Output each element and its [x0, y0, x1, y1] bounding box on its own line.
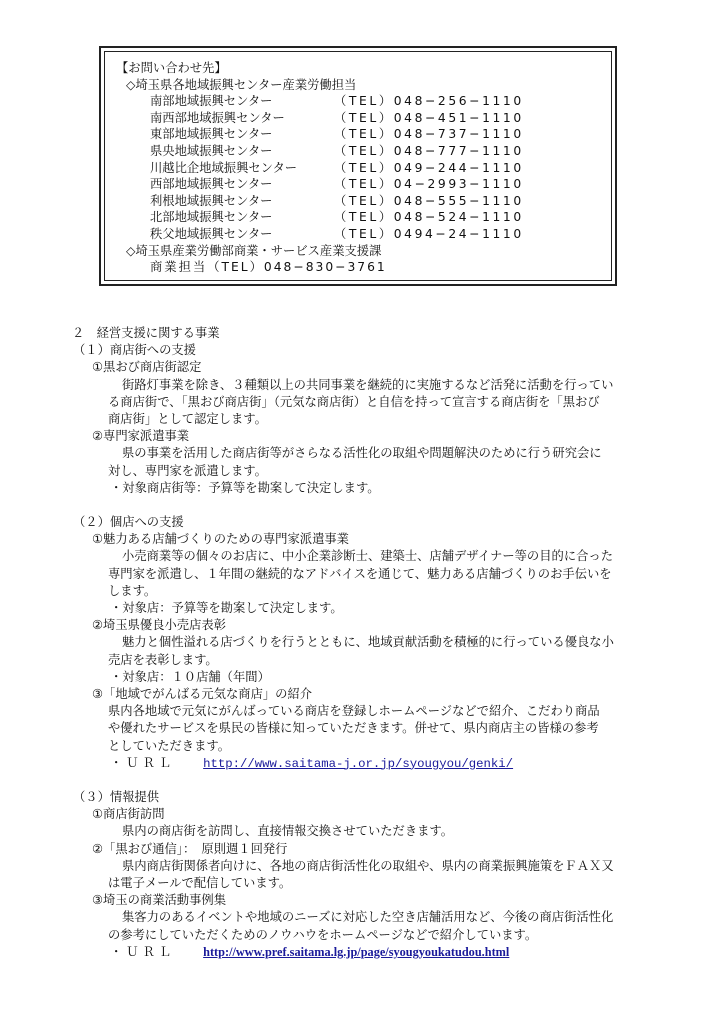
center-name: 西部地域振興センター — [150, 177, 273, 192]
center-name: 南西部地域振興センター — [150, 110, 285, 125]
spacer — [72, 497, 672, 514]
section-title: ２ 経営支援に関する事業 — [72, 326, 220, 340]
item-text-line: 県内の商店街を訪問し、直接情報交換させていただきます。 — [122, 824, 454, 839]
commerce-contact-tel: 商業担当（TEL）048−830−3761 — [150, 260, 387, 275]
item-title: ②埼玉県優良小売店表彰 — [92, 618, 226, 633]
center-name: 川越比企地域振興センター — [150, 160, 298, 175]
item-title: ①黒おび商店街認定 — [92, 360, 202, 375]
item-text-line: 売店を表彰します。 — [108, 652, 218, 667]
center-row — [116, 209, 610, 226]
item-text-line: 集客力のあるイベントや地域のニーズに対応した空き店舗活用など、今後の商店街活性化 — [122, 910, 614, 925]
item-text-line: の参考にしていただくためのノウハウをホームページなどで紹介しています。 — [108, 927, 538, 942]
center-row — [116, 226, 610, 243]
center-row — [116, 93, 610, 110]
center-tel: （TEL）048−737−1110 — [334, 127, 524, 142]
url-label: ・ＵＲＬ — [110, 755, 176, 770]
center-row — [116, 110, 610, 127]
center-row — [116, 193, 610, 210]
center-tel: （TEL）049−244−1110 — [334, 160, 524, 175]
subsection-title: （２）個店への支援 — [73, 515, 184, 530]
document-body — [72, 325, 672, 961]
center-name: 利根地域振興センター — [150, 193, 273, 208]
item-text-line: は電子メールで配信しています。 — [108, 876, 292, 890]
item-text-line: 魅力と個性溢れる店づくりを行うとともに、地域貢献活動を積極的に行っている優良な小 — [122, 635, 614, 650]
center-tel: （TEL）0494−24−1110 — [334, 226, 524, 241]
item-text-line: 小売商業等の個々のお店に、中小企業診断士、建築士、店舗デザイナー等の目的に合った — [122, 549, 614, 564]
center-tel: （TEL）048−451−1110 — [334, 110, 524, 125]
item-title: ①商店街訪問 — [92, 807, 165, 822]
item-text-line: 商店街」として認定します。 — [108, 411, 267, 426]
support-division-title: ◇埼玉県産業労働部商業・サービス産業支援課 — [126, 243, 382, 258]
item-target: ・対象店：予算等を勘案して決定します。 — [110, 601, 343, 615]
item-title: ②「黒おび通信」： 原則週１回発行 — [92, 841, 288, 856]
item-target: ・対象店：１０店舗（年間） — [110, 669, 270, 684]
url-label: ・ＵＲＬ — [110, 944, 176, 959]
center-name: 南部地域振興センター — [150, 94, 273, 109]
item-title: ③「地域でがんばる元気な商店」の紹介 — [92, 686, 313, 701]
item-text-line: 専門家を派遣し、１年間の継続的なアドバイスを通じて、魅力ある店舗づくりのお手伝いを — [108, 566, 612, 581]
center-tel: （TEL）048−555−1110 — [334, 193, 524, 208]
item-target: ・対象商店街等：予算等を勘案して決定します。 — [110, 480, 380, 495]
item-text-line: します。 — [108, 583, 157, 598]
item-title: ③埼玉の商業活動事例集 — [92, 893, 226, 908]
url-row — [72, 755, 672, 772]
item-text-line: る商店街で、「黒おび商店街」（元気な商店街）と自信を持って宣言する商店街を「黒おび — [108, 394, 600, 409]
case-study-link[interactable]: http://www.pref.saitama.lg.jp/page/syougyoukatudou.html — [203, 944, 510, 959]
center-group-title: ◇埼玉県各地域振興センター産業労働担当 — [126, 77, 357, 92]
url-row — [72, 944, 672, 961]
center-tel: （TEL）048−777−1110 — [334, 143, 524, 158]
spacer — [72, 772, 672, 789]
genki-shop-link[interactable]: http://www.saitama-j.or.jp/syougyou/genki/ — [203, 756, 514, 771]
item-text-line: 県内各地域で元気にがんばっている商店を登録しホームページなどで紹介、こだわり商品 — [108, 704, 600, 719]
center-tel: （TEL）048−256−1110 — [334, 94, 524, 109]
center-row — [116, 176, 610, 193]
center-name: 北部地域振興センター — [150, 210, 273, 225]
item-text-line: 街路灯事業を除き、３種類以上の共同事業を継続的に実施するなど活発に活動を行ってい — [122, 377, 614, 392]
center-name: 東部地域振興センター — [150, 127, 273, 142]
center-tel: （TEL）048−524−1110 — [334, 210, 524, 225]
center-row — [116, 160, 610, 177]
item-text-line: 県の事業を活用した商店街等がさらなる活性化の取組や問題解決のために行う研究会に — [122, 446, 602, 461]
center-tel: （TEL）04−2993−1110 — [334, 177, 524, 192]
item-text-line: 県内商店街関係者向けに、各地の商店街活性化の取組や、県内の商業振興施策をＦＡＸ又 — [122, 858, 614, 873]
subsection-title: （３）情報提供 — [73, 790, 160, 805]
item-title: ①魅力ある店舗づくりのための専門家派遣事業 — [92, 532, 349, 547]
contact-heading: 【お問い合わせ先】 — [116, 61, 227, 75]
item-text-line: 対し、専門家を派遣します。 — [108, 463, 267, 478]
center-name: 県央地域振興センター — [150, 143, 273, 158]
item-title: ②専門家派遣事業 — [92, 429, 190, 444]
center-row — [116, 143, 610, 160]
item-text-line: としていただきます。 — [108, 738, 230, 753]
contact-box — [116, 60, 610, 276]
item-text-line: や優れたサービスを県民の皆様に知っていただきます。併せて、県内商店主の皆様の参考 — [108, 721, 599, 736]
subsection-title: （１）商店街への支援 — [73, 343, 196, 358]
center-row — [116, 126, 610, 143]
center-name: 秩父地域振興センター — [150, 226, 273, 241]
